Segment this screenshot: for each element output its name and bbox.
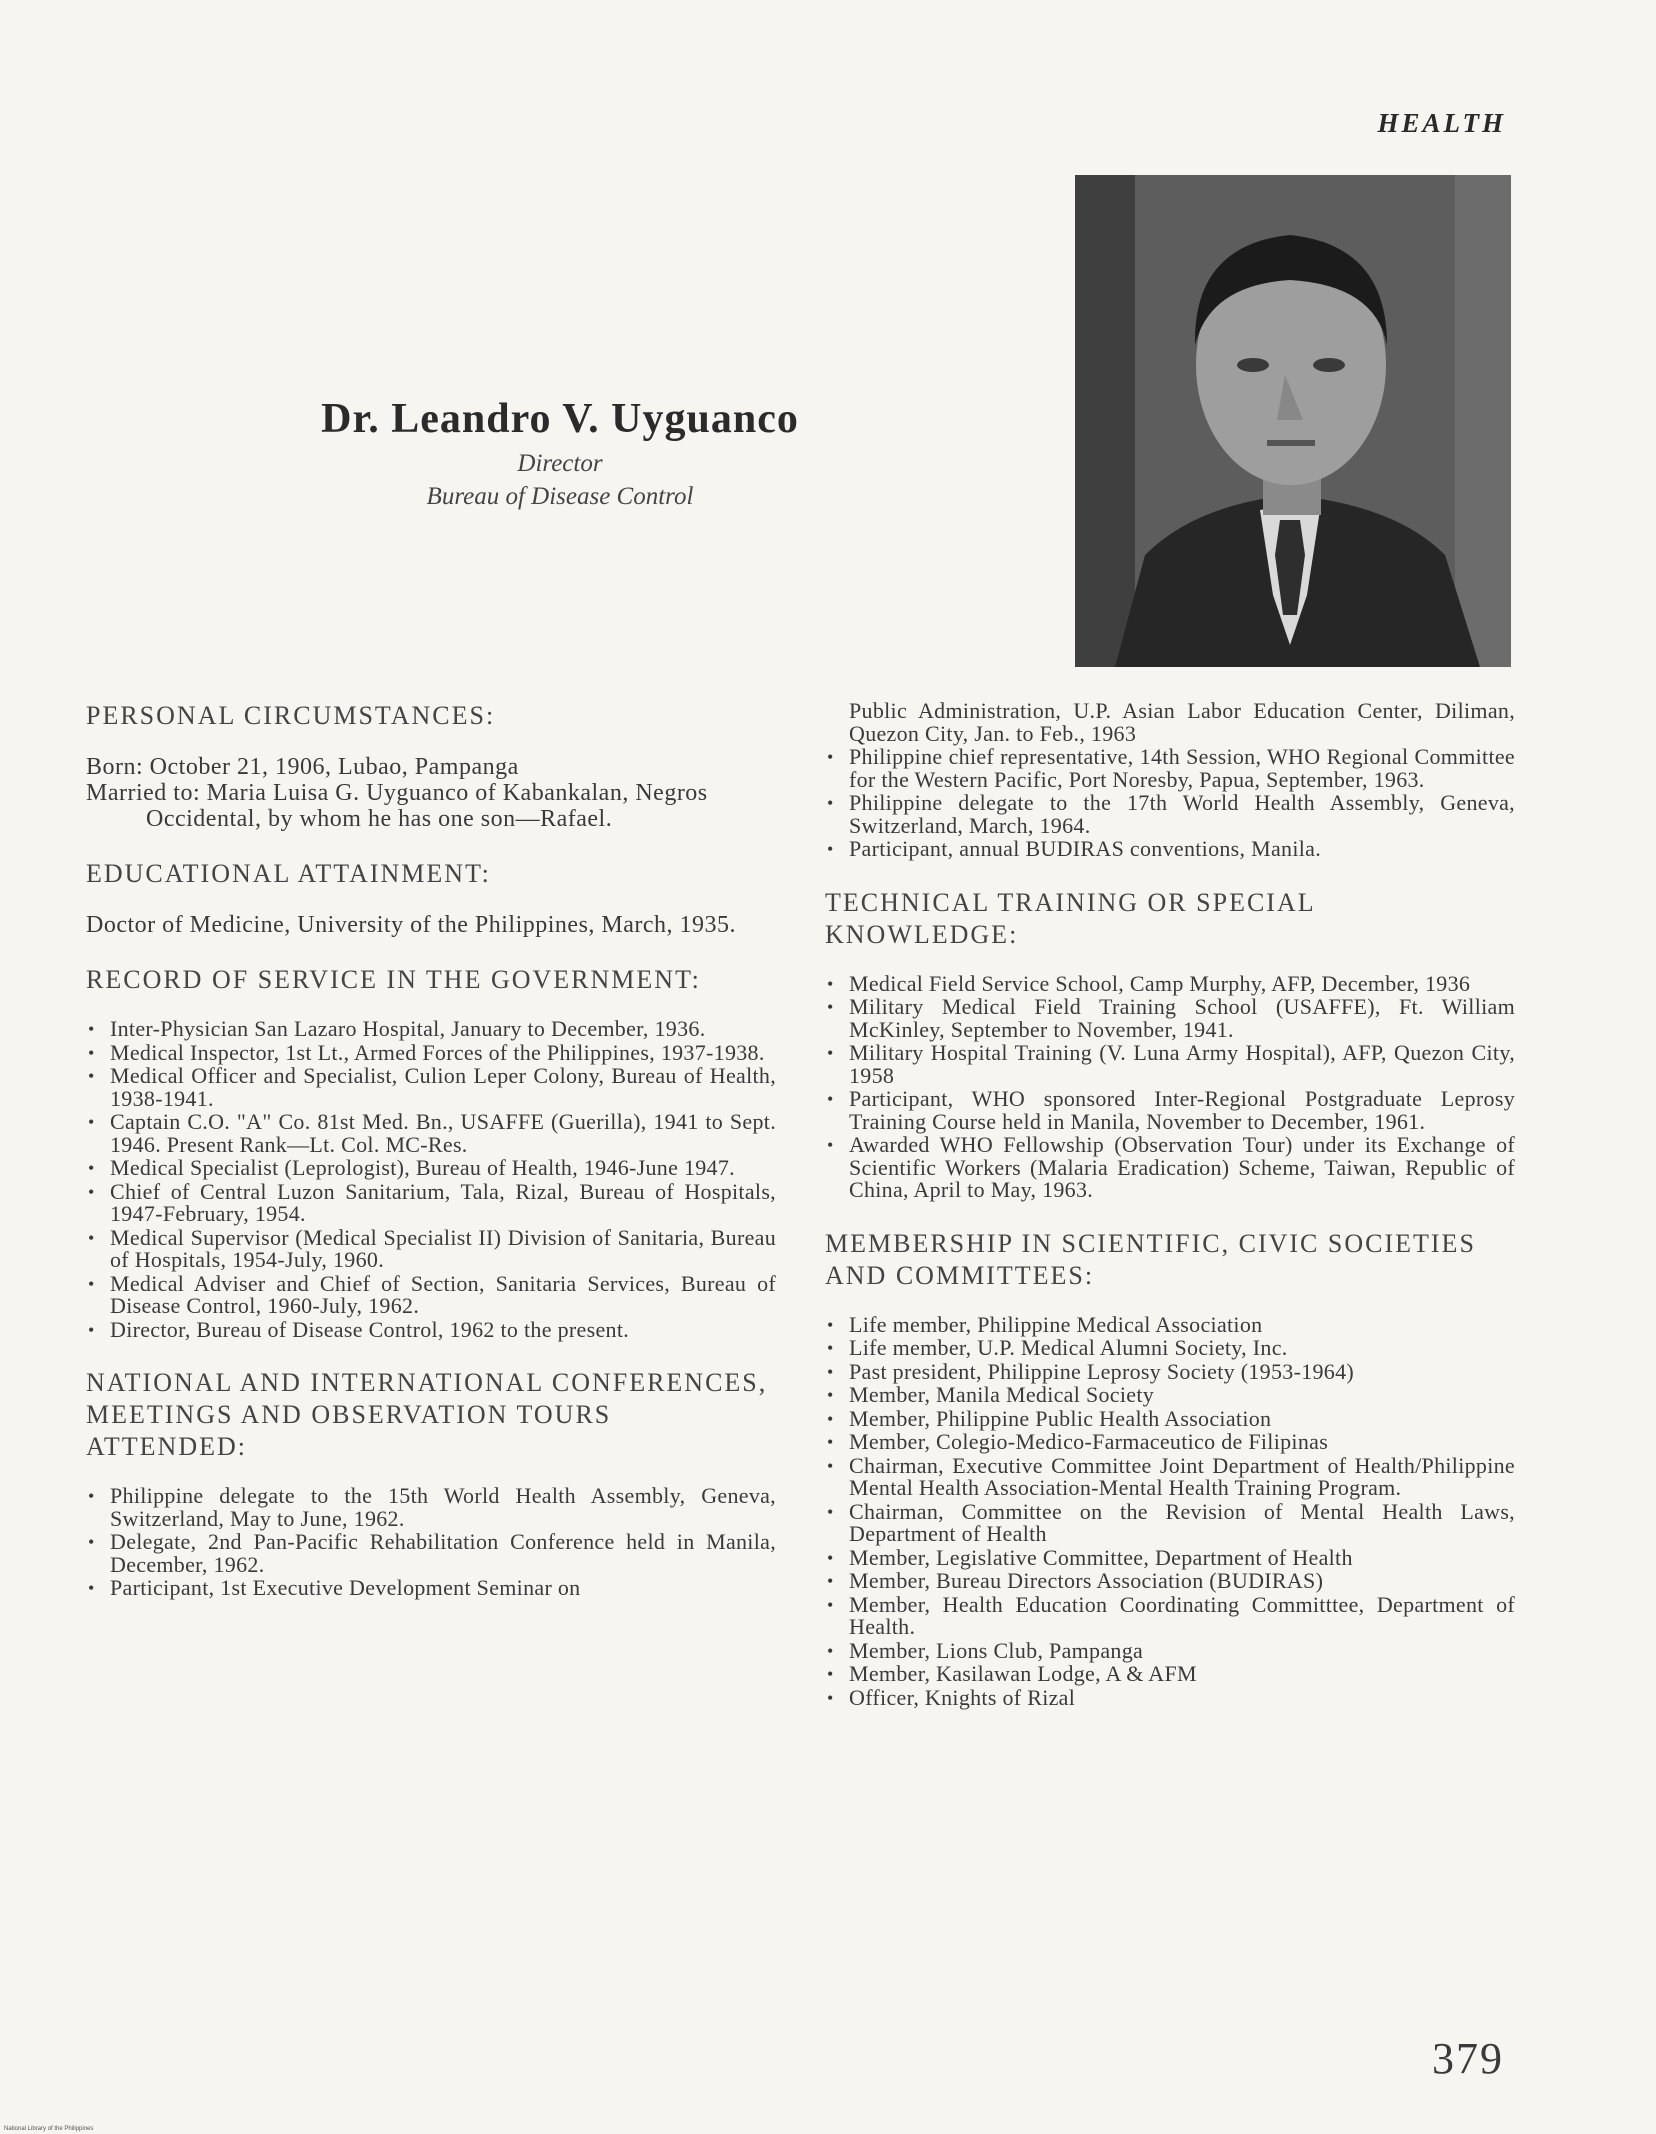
conferences-heading: NATIONAL AND INTERNATIONAL CONFERENCES, MEETINGS AND OBSERVATION TOURS ATTENDED: [86,1368,768,1461]
list-item: • Life member, Philippine Medical Association [825,1314,1515,1337]
list-item: • Military Hospital Training (V. Luna Army Hospital), AFP, Quezon City, 1958 [825,1042,1515,1087]
list-item: • Member, Lions Club, Pampanga [825,1640,1515,1663]
service-heading: RECORD OF SERVICE IN THE GOVERNMENT: [86,965,701,994]
person-bureau: Bureau of Disease Control [426,483,694,510]
list-item: • Inter-Physician San Lazaro Hospital, January to December, 1936. [86,1018,776,1041]
list-item: • Philippine delegate to the 15th World Health Assembly, Geneva, Switzerland, May to June, 1962. [86,1485,776,1530]
list-item: • Member, Manila Medical Society [825,1384,1515,1407]
list-item: • Participant, 1st Executive Development Seminar on [86,1577,776,1600]
list-item: • Philippine chief representative, 14th Session, WHO Regional Committee for the Western Pacific, Port Noresby, Papua, September, 1963. [825,746,1515,791]
list-item: • Captain C.O. "A" Co. 81st Med. Bn., USAFFE (Guerilla), 1941 to Sept. 1946. Present Rank—Lt. Col. MC-Res. [86,1111,776,1156]
education-heading: EDUCATIONAL ATTAINMENT: [86,859,491,888]
training-heading: TECHNICAL TRAINING OR SPECIAL KNOWLEDGE: [825,887,1315,949]
page-number: 379 [1432,2034,1504,2083]
married-line: Married to: Maria Luisa G. Uyguanco of Kabankalan, Negros Occidental, by whom he has one son—Rafael. [86,780,708,832]
personal-section [86,754,776,832]
personal-heading: PERSONAL CIRCUMSTANCES: [86,701,496,730]
portrait-illustration [1075,175,1511,667]
list-item: • Medical Inspector, 1st Lt., Armed Forces of the Philippines, 1937-1938. [86,1042,776,1065]
degree-line: Doctor of Medicine, University of the Philippines, March, 1935. [86,912,737,938]
list-item: • Delegate, 2nd Pan-Pacific Rehabilitation Conference held in Manila, December, 1962. [86,1531,776,1576]
left-column [86,700,776,1626]
list-item: • Medical Supervisor (Medical Specialist II) Division of Sanitaria, Bureau of Hospitals, 1954-July, 1960. [86,1227,776,1272]
list-item: • Member, Kasilawan Lodge, A & AFM [825,1663,1515,1686]
list-item: • Member, Legislative Committee, Department of Health [825,1547,1515,1570]
training-list [825,970,1515,1202]
right-column [825,700,1515,1735]
born-line: Born: October 21, 1906, Lubao, Pampanga [86,754,519,780]
list-item: • Participant, WHO sponsored Inter-Regional Postgraduate Leprosy Training Course held in Manila, November to December, 1961. [825,1088,1515,1133]
list-item: • Director, Bureau of Disease Control, 1962 to the present. [86,1319,776,1342]
conferences-list-continued [825,746,1515,861]
list-item: • Member, Philippine Public Health Association [825,1408,1515,1431]
section-label: HEALTH [1377,108,1506,138]
service-list [86,1018,776,1341]
list-item: • Past president, Philippine Leprosy Society (1953-1964) [825,1361,1515,1384]
list-item: • Member, Bureau Directors Association (BUDIRAS) [825,1570,1515,1593]
list-item: • Medical Officer and Specialist, Culion Leper Colony, Bureau of Health, 1938-1941. [86,1065,776,1110]
list-item: • Philippine delegate to the 17th World Health Assembly, Geneva, Switzerland, March, 1964. [825,792,1515,837]
conference-continuation: Public Administration, U.P. Asian Labor Education Center, Diliman, Quezon City, Jan. to Feb., 1963 [849,698,1515,746]
membership-list [825,1311,1515,1710]
list-item: • Medical Field Service School, Camp Murphy, AFP, December, 1936 [825,973,1515,996]
list-item: • Chairman, Executive Committee Joint Department of Health/Philippine Mental Health Association-Mental Health Training Program. [825,1455,1515,1500]
conferences-list [86,1485,776,1600]
list-item: • Medical Adviser and Chief of Section, Sanitaria Services, Bureau of Disease Control, 1960-July, 1962. [86,1273,776,1318]
list-item: • Medical Specialist (Leprologist), Bureau of Health, 1946-June 1947. [86,1157,776,1180]
person-header [280,395,840,513]
person-title: Director [517,450,603,477]
list-item: • Member, Colegio-Medico-Farmaceutico de Filipinas [825,1431,1515,1454]
list-item: • Military Medical Field Training School (USAFFE), Ft. William McKinley, September to November, 1941. [825,996,1515,1041]
footer-credit: National Library of the Philippines [4,2126,94,2132]
list-item: • Officer, Knights of Rizal [825,1687,1515,1710]
list-item: • Participant, annual BUDIRAS conventions, Manila. [825,838,1515,861]
education-section [86,912,776,938]
membership-heading: MEMBERSHIP IN SCIENTIFIC, CIVIC SOCIETIES AND COMMITTEES: [825,1228,1476,1290]
list-item: • Chief of Central Luzon Sanitarium, Tala, Rizal, Bureau of Hospitals, 1947-February, 1954. [86,1181,776,1226]
list-item: • Member, Health Education Coordinating Committtee, Department of Health. [825,1594,1515,1639]
list-item: • Chairman, Committee on the Revision of Mental Health Laws, Department of Health [825,1501,1515,1546]
list-item: • Life member, U.P. Medical Alumni Society, Inc. [825,1337,1515,1360]
list-item: • Awarded WHO Fellowship (Observation Tour) under its Exchange of Scientific Workers (Malaria Eradication) Scheme, Taiwan, Republic of China, April to May, 1963. [825,1134,1515,1202]
person-name: Dr. Leandro V. Uyguanco [321,396,799,442]
portrait-photo [1075,175,1511,667]
